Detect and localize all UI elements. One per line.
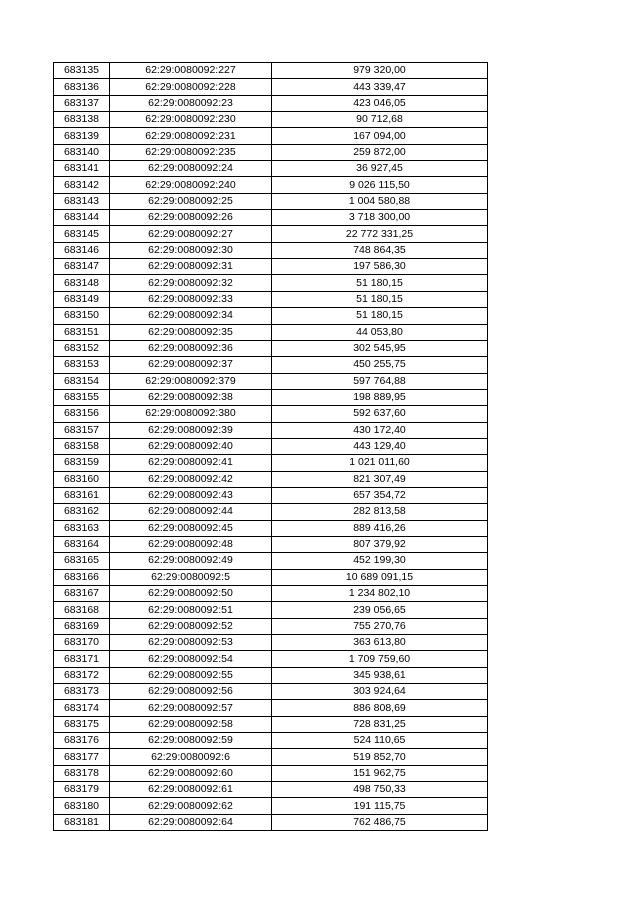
value-cell: 443 339,47 (272, 79, 488, 95)
cadastral-number-cell: 62:29:0080092:49 (110, 553, 272, 569)
value-cell: 519 852,70 (272, 749, 488, 765)
table-row (54, 242, 488, 258)
table-row (54, 259, 488, 275)
cadastral-number-cell: 62:29:0080092:59 (110, 733, 272, 749)
cadastral-number-cell: 62:29:0080092:37 (110, 357, 272, 373)
row-number-cell: 683172 (54, 667, 110, 683)
value-cell: 886 808,69 (272, 700, 488, 716)
value-cell: 597 764,88 (272, 373, 488, 389)
cadastral-number-cell: 62:29:0080092:62 (110, 798, 272, 814)
table-row (54, 733, 488, 749)
table-row (54, 438, 488, 454)
row-number-cell: 683138 (54, 112, 110, 128)
row-number-cell: 683176 (54, 733, 110, 749)
cadastral-number-cell: 62:29:0080092:52 (110, 618, 272, 634)
cadastral-number-cell: 62:29:0080092:39 (110, 422, 272, 438)
value-cell: 51 180,15 (272, 308, 488, 324)
value-cell: 748 864,35 (272, 242, 488, 258)
table-row (54, 389, 488, 405)
table-row (54, 177, 488, 193)
value-cell: 303 924,64 (272, 684, 488, 700)
cadastral-number-cell: 62:29:0080092:240 (110, 177, 272, 193)
row-number-cell: 683168 (54, 602, 110, 618)
row-number-cell: 683180 (54, 798, 110, 814)
row-number-cell: 683171 (54, 651, 110, 667)
value-cell: 1 004 580,88 (272, 193, 488, 209)
cadastral-number-cell: 62:29:0080092:32 (110, 275, 272, 291)
table-row (54, 618, 488, 634)
value-cell: 430 172,40 (272, 422, 488, 438)
value-cell: 10 689 091,15 (272, 569, 488, 585)
value-cell: 979 320,00 (272, 63, 488, 79)
value-cell: 452 199,30 (272, 553, 488, 569)
row-number-cell: 683149 (54, 291, 110, 307)
cadastral-number-cell: 62:29:0080092:31 (110, 259, 272, 275)
cadastral-number-cell: 62:29:0080092:379 (110, 373, 272, 389)
row-number-cell: 683161 (54, 487, 110, 503)
value-cell: 167 094,00 (272, 128, 488, 144)
row-number-cell: 683159 (54, 455, 110, 471)
row-number-cell: 683163 (54, 520, 110, 536)
row-number-cell: 683153 (54, 357, 110, 373)
cadastral-number-cell: 62:29:0080092:38 (110, 389, 272, 405)
cadastral-number-cell: 62:29:0080092:50 (110, 586, 272, 602)
table-row (54, 79, 488, 95)
row-number-cell: 683136 (54, 79, 110, 95)
table-row (54, 128, 488, 144)
cadastral-number-cell: 62:29:0080092:64 (110, 814, 272, 830)
table-row (54, 765, 488, 781)
table-row (54, 504, 488, 520)
table-row (54, 782, 488, 798)
cadastral-number-cell: 62:29:0080092:45 (110, 520, 272, 536)
cadastral-number-cell: 62:29:0080092:41 (110, 455, 272, 471)
row-number-cell: 683156 (54, 406, 110, 422)
row-number-cell: 683137 (54, 95, 110, 111)
cadastral-number-cell: 62:29:0080092:51 (110, 602, 272, 618)
row-number-cell: 683145 (54, 226, 110, 242)
value-cell: 423 046,05 (272, 95, 488, 111)
value-cell: 90 712,68 (272, 112, 488, 128)
cadastral-number-cell: 62:29:0080092:228 (110, 79, 272, 95)
cadastral-number-cell: 62:29:0080092:33 (110, 291, 272, 307)
table-row (54, 520, 488, 536)
row-number-cell: 683165 (54, 553, 110, 569)
cadastral-number-cell: 62:29:0080092:58 (110, 716, 272, 732)
value-cell: 197 586,30 (272, 259, 488, 275)
value-cell: 302 545,95 (272, 340, 488, 356)
value-cell: 151 962,75 (272, 765, 488, 781)
table-body (54, 63, 488, 831)
row-number-cell: 683150 (54, 308, 110, 324)
table-row (54, 798, 488, 814)
table-row (54, 291, 488, 307)
row-number-cell: 683143 (54, 193, 110, 209)
value-cell: 762 486,75 (272, 814, 488, 830)
row-number-cell: 683169 (54, 618, 110, 634)
cadastral-number-cell: 62:29:0080092:23 (110, 95, 272, 111)
value-cell: 524 110,65 (272, 733, 488, 749)
cadastral-value-table (53, 62, 488, 831)
value-cell: 239 056,65 (272, 602, 488, 618)
table-row (54, 275, 488, 291)
table-row (54, 602, 488, 618)
table-row (54, 536, 488, 552)
value-cell: 443 129,40 (272, 438, 488, 454)
table-row (54, 112, 488, 128)
row-number-cell: 683167 (54, 586, 110, 602)
row-number-cell: 683158 (54, 438, 110, 454)
cadastral-number-cell: 62:29:0080092:61 (110, 782, 272, 798)
row-number-cell: 683152 (54, 340, 110, 356)
table-row (54, 700, 488, 716)
cadastral-number-cell: 62:29:0080092:53 (110, 635, 272, 651)
table-row (54, 716, 488, 732)
table-row (54, 569, 488, 585)
row-number-cell: 683181 (54, 814, 110, 830)
value-cell: 51 180,15 (272, 291, 488, 307)
cadastral-number-cell: 62:29:0080092:44 (110, 504, 272, 520)
row-number-cell: 683140 (54, 144, 110, 160)
cadastral-number-cell: 62:29:0080092:24 (110, 161, 272, 177)
cadastral-number-cell: 62:29:0080092:380 (110, 406, 272, 422)
cadastral-number-cell: 62:29:0080092:227 (110, 63, 272, 79)
value-cell: 198 889,95 (272, 389, 488, 405)
table-row (54, 422, 488, 438)
value-cell: 498 750,33 (272, 782, 488, 798)
value-cell: 450 255,75 (272, 357, 488, 373)
cadastral-number-cell: 62:29:0080092:26 (110, 210, 272, 226)
table-row (54, 161, 488, 177)
value-cell: 657 354,72 (272, 487, 488, 503)
cadastral-number-cell: 62:29:0080092:40 (110, 438, 272, 454)
table-row (54, 667, 488, 683)
value-cell: 1 021 011,60 (272, 455, 488, 471)
value-cell: 1 234 802,10 (272, 586, 488, 602)
value-cell: 821 307,49 (272, 471, 488, 487)
cadastral-number-cell: 62:29:0080092:231 (110, 128, 272, 144)
row-number-cell: 683155 (54, 389, 110, 405)
value-cell: 22 772 331,25 (272, 226, 488, 242)
value-cell: 44 053,80 (272, 324, 488, 340)
value-cell: 259 872,00 (272, 144, 488, 160)
cadastral-number-cell: 62:29:0080092:25 (110, 193, 272, 209)
cadastral-number-cell: 62:29:0080092:230 (110, 112, 272, 128)
row-number-cell: 683141 (54, 161, 110, 177)
cadastral-number-cell: 62:29:0080092:60 (110, 765, 272, 781)
cadastral-number-cell: 62:29:0080092:6 (110, 749, 272, 765)
cadastral-number-cell: 62:29:0080092:56 (110, 684, 272, 700)
table-row (54, 406, 488, 422)
row-number-cell: 683146 (54, 242, 110, 258)
table-row (54, 373, 488, 389)
value-cell: 889 416,26 (272, 520, 488, 536)
table-row (54, 586, 488, 602)
cadastral-number-cell: 62:29:0080092:5 (110, 569, 272, 585)
table-row (54, 814, 488, 830)
table-row (54, 471, 488, 487)
table-row (54, 210, 488, 226)
cadastral-number-cell: 62:29:0080092:34 (110, 308, 272, 324)
value-cell: 36 927,45 (272, 161, 488, 177)
table-row (54, 193, 488, 209)
row-number-cell: 683178 (54, 765, 110, 781)
table-row (54, 684, 488, 700)
value-cell: 755 270,76 (272, 618, 488, 634)
row-number-cell: 683164 (54, 536, 110, 552)
row-number-cell: 683157 (54, 422, 110, 438)
table-row (54, 95, 488, 111)
row-number-cell: 683135 (54, 63, 110, 79)
cadastral-number-cell: 62:29:0080092:55 (110, 667, 272, 683)
row-number-cell: 683173 (54, 684, 110, 700)
row-number-cell: 683170 (54, 635, 110, 651)
row-number-cell: 683179 (54, 782, 110, 798)
table-row (54, 635, 488, 651)
value-cell: 592 637,60 (272, 406, 488, 422)
value-cell: 728 831,25 (272, 716, 488, 732)
value-cell: 51 180,15 (272, 275, 488, 291)
value-cell: 9 026 115,50 (272, 177, 488, 193)
value-cell: 807 379,92 (272, 536, 488, 552)
table-row (54, 749, 488, 765)
cadastral-number-cell: 62:29:0080092:35 (110, 324, 272, 340)
table-row (54, 651, 488, 667)
row-number-cell: 683147 (54, 259, 110, 275)
value-cell: 282 813,58 (272, 504, 488, 520)
row-number-cell: 683175 (54, 716, 110, 732)
table-row (54, 340, 488, 356)
cadastral-number-cell: 62:29:0080092:43 (110, 487, 272, 503)
row-number-cell: 683139 (54, 128, 110, 144)
cadastral-number-cell: 62:29:0080092:235 (110, 144, 272, 160)
cadastral-number-cell: 62:29:0080092:42 (110, 471, 272, 487)
cadastral-number-cell: 62:29:0080092:30 (110, 242, 272, 258)
cadastral-number-cell: 62:29:0080092:48 (110, 536, 272, 552)
cadastral-number-cell: 62:29:0080092:27 (110, 226, 272, 242)
table-row (54, 324, 488, 340)
value-cell: 3 718 300,00 (272, 210, 488, 226)
cadastral-number-cell: 62:29:0080092:36 (110, 340, 272, 356)
row-number-cell: 683144 (54, 210, 110, 226)
table-row (54, 455, 488, 471)
row-number-cell: 683142 (54, 177, 110, 193)
row-number-cell: 683160 (54, 471, 110, 487)
table-row (54, 226, 488, 242)
value-cell: 363 613,80 (272, 635, 488, 651)
table-row (54, 144, 488, 160)
cadastral-number-cell: 62:29:0080092:54 (110, 651, 272, 667)
row-number-cell: 683151 (54, 324, 110, 340)
row-number-cell: 683162 (54, 504, 110, 520)
table-row (54, 487, 488, 503)
table-row (54, 63, 488, 79)
table-row (54, 308, 488, 324)
row-number-cell: 683177 (54, 749, 110, 765)
table-row (54, 553, 488, 569)
table-row (54, 357, 488, 373)
cadastral-number-cell: 62:29:0080092:57 (110, 700, 272, 716)
row-number-cell: 683148 (54, 275, 110, 291)
value-cell: 191 115,75 (272, 798, 488, 814)
row-number-cell: 683166 (54, 569, 110, 585)
row-number-cell: 683174 (54, 700, 110, 716)
value-cell: 1 709 759,60 (272, 651, 488, 667)
value-cell: 345 938,61 (272, 667, 488, 683)
row-number-cell: 683154 (54, 373, 110, 389)
